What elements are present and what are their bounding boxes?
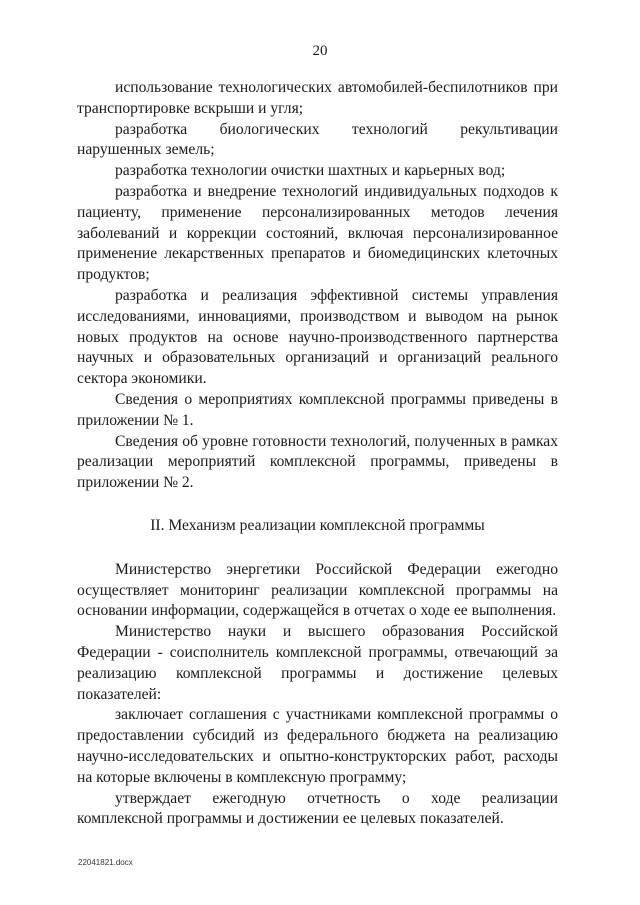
paragraph: Министерство науки и высшего образования Российской Федерации - соисполнитель комплексной программы, отвечающий за реализацию комплексной программы и достижение целевых показателей: [77, 623, 558, 703]
paragraph: утверждает ежегодную отчетность о ходе реализации комплексной программы и достижении ее целевых показателей. [77, 789, 558, 828]
section-heading: II. Механизм реализации комплексной программы [150, 516, 485, 534]
paragraph: использование технологических автомобилей-беспилотников при транспортировке вскрыши и угля; [77, 79, 558, 117]
page-number: 20 [312, 43, 328, 59]
paragraph: разработка и внедрение технологий индивидуальных подходов к пациенту, применение персонализированных методов лечения заболеваний и коррекции состояний, включая персонализированное применение лекарственных препаратов и биомедицинских клеточных продуктов; [77, 182, 558, 284]
paragraph: Сведения об уровне готовности технологий, полученных в рамках реализации мероприятий комплексной программы, приведены в приложении № 2. [77, 432, 558, 492]
document-body [77, 78, 558, 830]
document-file-code: 22041821.docx [78, 858, 133, 867]
paragraph: разработка биологических технологий рекультивации нарушенных земель; [77, 120, 558, 159]
paragraph: Сведения о мероприятиях комплексной программы приведены в приложении № 1. [77, 390, 558, 429]
paragraph: заключает соглашения с участниками комплексной программы о предоставлении субсидий из федерального бюджета на реализацию научно-исследовательских и опытно-конструкторских работ, расходы на которые включены в комплексную программу; [77, 706, 558, 786]
paragraph: разработка технологии очистки шахтных и карьерных вод; [115, 162, 506, 180]
paragraph: Министерство энергетики Российской Федерации ежегодно осуществляет мониторинг реализации комплексной программы на основании информации, содержащейся в отчетах о ходе ее выполнения. [77, 560, 558, 620]
paragraph: разработка и реализация эффективной системы управления исследованиями, инновациями, производством и выводом на рынок новых продуктов на основе научно-производственного партнерства научных и образовательных организаций и организаций реального сектора экономики. [77, 286, 558, 388]
